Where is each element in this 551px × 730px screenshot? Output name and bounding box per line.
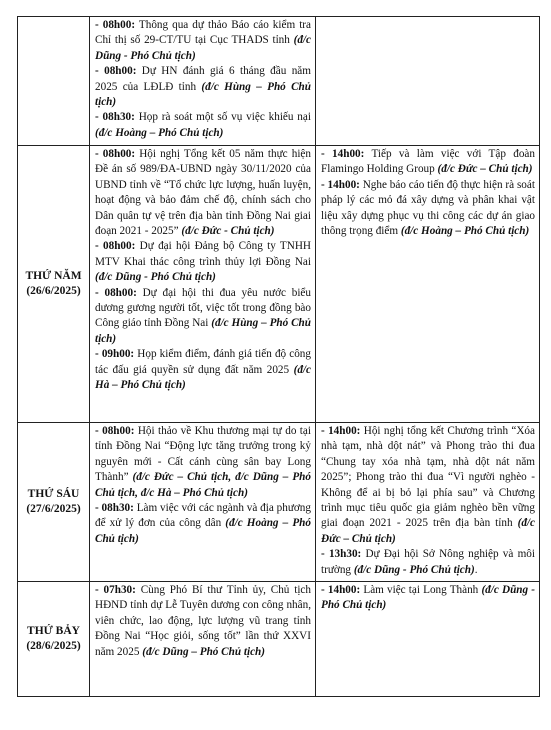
afternoon-events (316, 17, 539, 18)
day-date: (27/6/2025) (26, 503, 81, 515)
day-cell (18, 146, 90, 423)
item-time: - 08h00: (95, 286, 137, 299)
item-assignee: (đ/c Dũng - Phó Chủ tịch) (321, 584, 535, 612)
schedule-item (95, 501, 311, 547)
item-text: Làm việc với các ngành và địa phương để xử lý đơn của công dân (95, 502, 311, 530)
item-assignee: (đ/c Dũng – Phó Chủ tịch) (142, 645, 266, 658)
item-assignee: (đ/c Đức – Chủ tịch, đ/c Dũng – Phó Chủ tịch, đ/c Hà – Phó Chủ tịch) (95, 471, 311, 499)
item-time: - 07h30: (95, 584, 136, 596)
schedule-row (18, 423, 540, 582)
schedule-item (95, 18, 311, 64)
schedule-item (95, 286, 311, 348)
item-text: Tiếp và làm việc với Tập đoàn Flamingo Holding Group (321, 148, 535, 176)
afternoon-events (316, 423, 539, 578)
item-text: Cùng Phó Bí thư Tỉnh ủy, Chủ tịch HĐND tỉnh dự Lễ Tuyên dương con công nhân, viên chức, lao động, lực lượng vũ trang tỉnh Đồng Nai “Học giỏi, sống tốt” lần thứ XXVI năm 2025 (95, 584, 311, 658)
schedule-item (95, 64, 311, 110)
item-text: Họp rà soát một số vụ việc khiếu nại (134, 111, 311, 124)
afternoon-events (316, 582, 539, 614)
afternoon-cell (316, 146, 540, 423)
schedule-item (321, 424, 535, 547)
item-time: - 08h30: (95, 502, 134, 515)
day-cell (18, 582, 90, 697)
afternoon-cell (316, 423, 540, 582)
item-text: Hội thảo về Khu thương mại tự do tại tỉnh Đồng Nai “Động lực tăng trưởng trong kỷ nguyên mới - Cất cánh cùng sân bay Long Thành” (95, 425, 311, 484)
item-time: - 08h30: (95, 111, 135, 124)
item-time: - 13h30: (321, 548, 362, 561)
schedule-row (18, 146, 540, 423)
item-time: - 14h00: (321, 178, 360, 191)
item-assignee: (đ/c Dũng - Phó Chủ tịch) (95, 34, 311, 62)
schedule-item (95, 583, 311, 660)
item-assignee: (đ/c Dũng - Phó Chủ tịch) (95, 271, 216, 284)
item-assignee: (đ/c Đức - Chủ tịch) (181, 225, 275, 238)
item-text: Dự đại hội Đảng bộ Công ty TNHH MTV Khai thác công trình thủy lợi Đồng Nai (95, 240, 311, 268)
schedule-body (18, 17, 540, 697)
item-assignee: (đ/c Hoàng – Phó Chủ tịch) (95, 126, 224, 139)
schedule-item (95, 239, 311, 285)
item-text: Hội nghị tổng kết Chương trình “Xóa nhà tạm, nhà dột nát” và Phong trào thi đua “Chung tay xóa nhà tạm, nhà dột nát năm 2025”; Phong trào thi đua “Vì người nghèo - Không để ai bị bỏ lại phía sau” và Chương trình mục tiêu quốc gia giảm nghèo bền vững giai đoạn 2021 - 2025 trên địa bàn tỉnh (321, 425, 535, 530)
item-text: Dự đại hội thi đua yêu nước biểu dương gương người tốt, việc tốt trong đồng bào Công giáo tỉnh Đồng Nai (95, 286, 311, 330)
day-name: THỨ NĂM (25, 270, 82, 282)
schedule-item (321, 583, 535, 614)
morning-cell (90, 146, 316, 423)
item-time: - 08h00: (95, 425, 135, 437)
item-assignee: (đ/c Hoàng – Phó Chủ tịch) (95, 517, 311, 545)
item-time: - 08h00: (95, 240, 136, 253)
item-time: - 09h00: (95, 348, 135, 361)
morning-cell (90, 17, 316, 146)
item-text: Làm việc tại Long Thành (360, 584, 482, 596)
schedule-item (95, 424, 311, 501)
schedule-item (95, 147, 311, 239)
morning-cell (90, 582, 316, 697)
item-time: - 14h00: (321, 584, 361, 596)
item-time: - 14h00: (321, 148, 365, 160)
day-date: (26/6/2025) (26, 285, 81, 297)
morning-cell (90, 423, 316, 582)
morning-events (90, 146, 315, 394)
item-assignee: (đ/c Hà – Phó Chủ tịch) (95, 363, 311, 392)
item-text: Hội nghị Tổng kết 05 năm thực hiện Đề án số 989/ĐA-UBND ngày 30/11/2020 của UBND tỉnh về “Tổ chức lực lượng, huấn luyện, hoạt động và bảo đảm chế độ, chính sách cho Dân quân tự vệ trên địa bàn tỉnh Đồng Nai giai đoạn 2021 - 2025” (95, 148, 311, 238)
schedule-item (95, 110, 311, 141)
afternoon-events (316, 146, 539, 239)
item-assignee: (đ/c Hoàng – Phó Chủ tịch) (400, 225, 530, 238)
morning-events (90, 17, 315, 141)
morning-events (90, 582, 315, 660)
afternoon-cell (316, 582, 540, 697)
item-text: Thông qua dự thảo Báo cáo kiểm tra Chỉ thị số 29-CT/TU tại Cục THADS tỉnh (95, 19, 311, 47)
day-cell (18, 17, 90, 146)
schedule-item (321, 147, 535, 178)
item-assignee: (đ/c Dũng - Phó Chủ tịch) (353, 563, 475, 576)
schedule-item (321, 178, 535, 240)
item-tail: . (474, 563, 478, 576)
item-assignee: (đ/c Đức – Chủ tịch) (321, 517, 535, 545)
schedule-table (17, 16, 540, 697)
item-text: Dự HN đánh giá 6 tháng đầu năm 2025 của LĐLĐ tỉnh (95, 65, 311, 93)
day-cell (18, 423, 90, 582)
item-text: Nghe báo cáo tiến độ thực hiện rà soát pháp lý các mỏ đá xây dựng và phân khai vật liệu xây dựng phục vụ thi công các dự án giao thông trọng điểm (321, 178, 535, 238)
item-assignee: (đ/c Đức – Chủ tịch) (437, 163, 533, 176)
morning-events (90, 423, 315, 547)
item-assignee: (đ/c Hùng – Phó Chủ tịch) (95, 317, 311, 345)
afternoon-cell (316, 17, 540, 146)
schedule-item (321, 547, 535, 578)
item-text: Họp kiểm điểm, đánh giá tiến độ công tác đấu giá quyền sử dụng đất năm 2025 (95, 348, 311, 376)
item-time: - 08h00: (95, 19, 136, 31)
schedule-row (18, 582, 540, 697)
item-assignee: (đ/c Hùng – Phó Chủ tịch) (95, 80, 311, 109)
day-date: (28/6/2025) (26, 640, 81, 652)
day-name: THỨ BẢY (27, 625, 80, 637)
item-time: - 08h00: (95, 148, 136, 160)
schedule-item (95, 347, 311, 393)
item-time: - 14h00: (321, 425, 361, 437)
item-text: Dự Đại hội Sở Nông nghiệp và môi trường (321, 548, 535, 576)
day-name: THỨ SÁU (27, 488, 80, 500)
schedule-row (18, 17, 540, 146)
item-time: - 08h00: (95, 65, 137, 78)
